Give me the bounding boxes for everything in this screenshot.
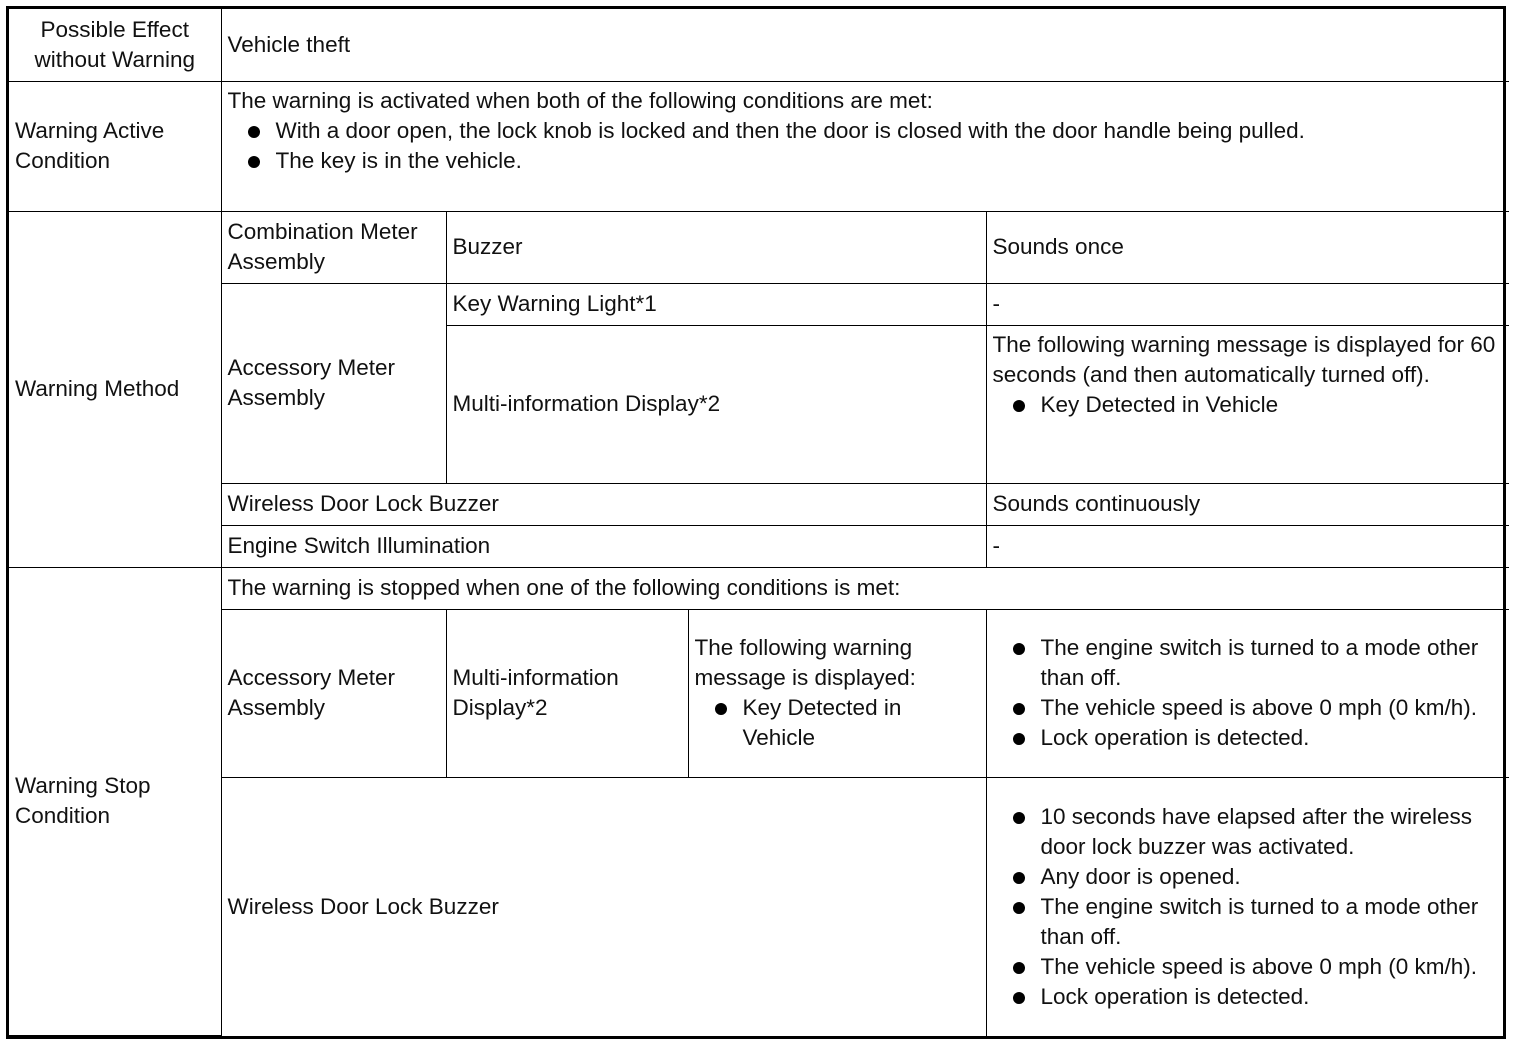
stop-condition-label: Warning Stop Condition [9, 567, 221, 1036]
possible-effect-value: Vehicle theft [221, 9, 1509, 81]
stop-buzzer-item: Wireless Door Lock Buzzer [221, 777, 986, 1036]
active-condition-row [9, 81, 1509, 211]
mid-display-behavior: The following warning message is displayed for 60 seconds (and then automatically turned off). [992, 331, 1496, 387]
engine-switch-row [9, 525, 1509, 567]
stop-accessory-row [9, 609, 1509, 777]
combination-meter-component: Combination Meter Assembly [221, 211, 446, 283]
mid-display-behavior-cell [986, 325, 1509, 483]
wireless-buzzer-item: Wireless Door Lock Buzzer [221, 483, 986, 525]
wireless-buzzer-row [9, 483, 1509, 525]
list-item: With a door open, the lock knob is locked and then the door is closed with the door handle being pulled. [228, 116, 1504, 146]
possible-effect-row [9, 9, 1509, 81]
mid-display-message-list [993, 390, 1504, 420]
stop-accessory-item: Multi-information Display*2 [446, 609, 688, 777]
mid-display-item: Multi-information Display*2 [446, 325, 986, 483]
list-item: 10 seconds have elapsed after the wireless door lock buzzer was activated. [993, 802, 1504, 862]
warning-method-label: Warning Method [9, 211, 221, 567]
stop-accessory-conditions-cell [986, 609, 1509, 777]
wireless-buzzer-behavior: Sounds continuously [986, 483, 1509, 525]
list-item: Lock operation is detected. [993, 982, 1504, 1012]
stop-accessory-message-cell [688, 609, 986, 777]
engine-switch-item: Engine Switch Illumination [221, 525, 986, 567]
combination-meter-item: Buzzer [446, 211, 986, 283]
list-item: The vehicle speed is above 0 mph (0 km/h). [993, 952, 1504, 982]
active-condition-cell [221, 81, 1509, 211]
list-item: Lock operation is detected. [993, 723, 1504, 753]
stop-accessory-conditions [993, 633, 1504, 753]
list-item: Key Detected in Vehicle [993, 390, 1504, 420]
combination-meter-behavior: Sounds once [986, 211, 1509, 283]
stop-accessory-message: The following warning message is displayed: [694, 635, 916, 690]
list-item: Key Detected in Vehicle [695, 693, 980, 753]
active-condition-list [228, 116, 1504, 176]
possible-effect-label: Possible Effect without Warning [9, 9, 221, 81]
stop-buzzer-conditions-cell [986, 777, 1509, 1036]
key-warning-light-behavior: - [986, 283, 1509, 325]
active-condition-intro: The warning is activated when both of the following conditions are met: [227, 87, 933, 113]
list-item: The vehicle speed is above 0 mph (0 km/h). [993, 693, 1504, 723]
list-item: The engine switch is turned to a mode other than off. [993, 633, 1504, 693]
stop-buzzer-row [9, 777, 1509, 1036]
list-item: The key is in the vehicle. [228, 146, 1504, 176]
key-warning-light-row [9, 283, 1509, 325]
stop-accessory-message-list [695, 693, 980, 753]
active-condition-label: Warning Active Condition [9, 81, 221, 211]
stop-condition-intro: The warning is stopped when one of the following conditions is met: [221, 567, 1509, 609]
list-item: The engine switch is turned to a mode other than off. [993, 892, 1504, 952]
spec-table [9, 9, 1509, 1036]
stop-accessory-component: Accessory Meter Assembly [221, 609, 446, 777]
accessory-meter-component: Accessory Meter Assembly [221, 283, 446, 483]
combination-meter-row [9, 211, 1509, 283]
key-warning-light-item: Key Warning Light*1 [446, 283, 986, 325]
list-item: Any door is opened. [993, 862, 1504, 892]
engine-switch-behavior: - [986, 525, 1509, 567]
warning-spec-table [6, 6, 1506, 1039]
stop-intro-row [9, 567, 1509, 609]
stop-buzzer-conditions [993, 802, 1504, 1012]
